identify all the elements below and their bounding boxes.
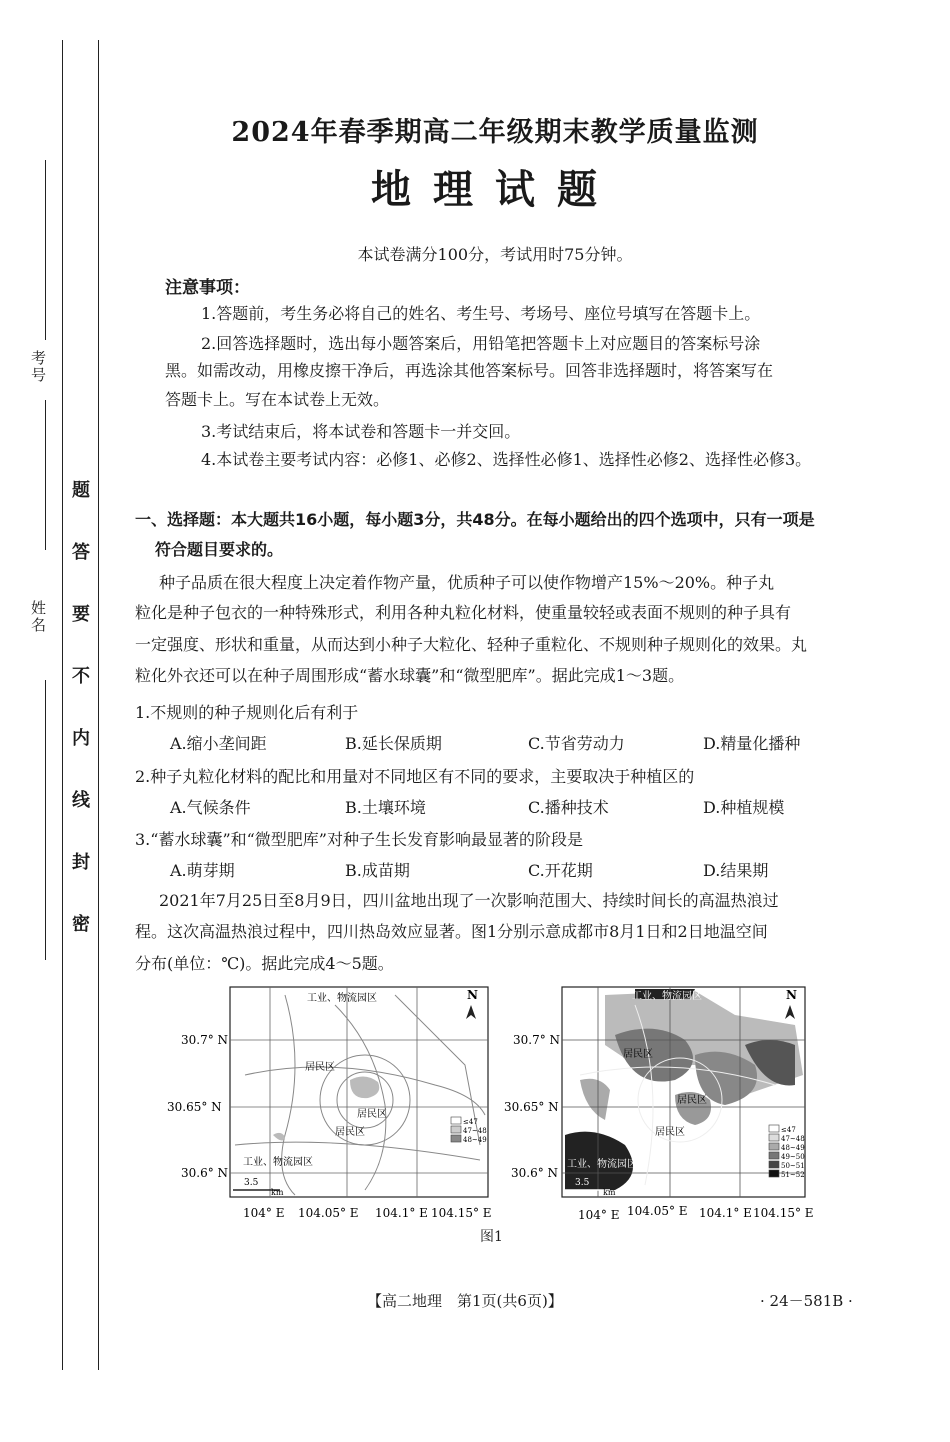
map-2-scale-unit: km bbox=[603, 1188, 616, 1197]
exam-no-underline bbox=[45, 160, 46, 340]
subject-title: 地理试题 bbox=[371, 167, 619, 213]
map-2-lon-4: 104.15° E bbox=[753, 1206, 814, 1220]
seal-char: 线 bbox=[72, 790, 90, 811]
question-2-option-b: B.土壤环境 bbox=[345, 798, 426, 817]
question-2-stem: 2.种子丸粒化材料的配比和用量对不同地区有不同的要求，主要取决于种植区的 bbox=[135, 767, 695, 786]
exam-no-underline-2 bbox=[45, 400, 46, 550]
map-1-label-industrial-top: 工业、物流园区 bbox=[307, 993, 377, 1004]
map-2-label-industrial-top: 工业、物流园区 bbox=[632, 991, 702, 1002]
passage1-line3: 一定强度、形状和重量，从而达到小种子大粒化、轻种子重粒化、不规则种子规则化的效果。丸 bbox=[135, 635, 808, 654]
question-3-stem: 3.“蓄水球囊”和“微型肥库”对种子生长发育影响最显著的阶段是 bbox=[135, 830, 583, 849]
map-1-scale-unit: km bbox=[271, 1188, 284, 1197]
question-1-option-a: A.缩小垄间距 bbox=[170, 734, 267, 753]
notice-item-2b: 黑。如需改动，用橡皮擦干净后，再选涂其他答案标号。回答非选择题时，将答案写在 bbox=[165, 361, 774, 380]
passage2-line1: 2021年7月25日至8月9日，四川盆地出现了一次影响范围大、持续时间长的高温热浪过 bbox=[159, 891, 779, 910]
name-underline bbox=[45, 680, 46, 960]
map-1-lon-2: 104.05° E bbox=[298, 1206, 359, 1220]
map-1-label-residential-1: 居民区 bbox=[305, 1062, 335, 1073]
map-1-legend-2: 47~48 bbox=[463, 1127, 487, 1135]
passage2-line3: 分布(单位：℃)。据此完成4～5题。 bbox=[135, 954, 394, 973]
map-2-label-residential-3: 居民区 bbox=[655, 1127, 685, 1138]
margin-line-outer bbox=[62, 40, 63, 1370]
binding-margin bbox=[0, 0, 110, 1442]
map-1-lon-3: 104.1° E bbox=[375, 1206, 428, 1220]
notice-item-3: 3.考试结束后，将本试卷和答题卡一并交回。 bbox=[201, 422, 521, 441]
map-2-scale-value: 3.5 bbox=[575, 1178, 590, 1188]
map-2-lon-3: 104.1° E bbox=[699, 1206, 752, 1220]
map-2-label-industrial-bottom: 工业、物流园区 bbox=[567, 1159, 637, 1170]
map-1-lat-1: 30.7° N bbox=[181, 1033, 229, 1047]
map-1-label-industrial-bottom: 工业、物流园区 bbox=[243, 1157, 313, 1168]
notice-item-4: 4.本试卷主要考试内容：必修1、必修2、选择性必修1、选择性必修2、选择性必修3。 bbox=[201, 450, 812, 469]
map-1-lon-1: 104° E bbox=[243, 1206, 285, 1220]
question-2-option-a: A.气候条件 bbox=[170, 798, 251, 817]
exam-intro: 本试卷满分100分，考试用时75分钟。 bbox=[357, 245, 633, 264]
map-2-lat-1: 30.7° N bbox=[513, 1033, 561, 1047]
question-3-option-c: C.开花期 bbox=[528, 861, 593, 880]
seal-char: 要 bbox=[72, 604, 90, 625]
seal-char: 不 bbox=[72, 666, 90, 687]
map-2-legend-5: 50~51 bbox=[781, 1162, 805, 1170]
map-2-north: N bbox=[786, 988, 797, 1002]
map-2 bbox=[504, 987, 814, 1222]
map-2-lon-2: 104.05° E bbox=[627, 1204, 688, 1218]
name-label: 姓名 bbox=[29, 600, 47, 634]
footer-page-info: 【高二地理 第1页(共6页)】 bbox=[367, 1292, 563, 1310]
seal-char: 题 bbox=[72, 480, 90, 501]
passage1-line1: 种子品质在很大程度上决定着作物产量，优质种子可以使作物增产15%～20%。种子丸 bbox=[159, 573, 775, 592]
map-2-lon-1: 104° E bbox=[578, 1208, 620, 1222]
notice-item-2a: 2.回答选择题时，选出每小题答案后，用铅笔把答题卡上对应题目的答案标号涂 bbox=[201, 334, 761, 353]
map-2-legend-4: 49~50 bbox=[781, 1153, 805, 1161]
question-1-stem: 1.不规则的种子规则化后有利于 bbox=[135, 703, 359, 722]
question-1-option-d: D.精量化播种 bbox=[703, 734, 801, 753]
map-2-label-residential-1: 居民区 bbox=[623, 1049, 653, 1060]
map-2-legend-2: 47~48 bbox=[781, 1135, 805, 1143]
question-1-option-b: B.延长保质期 bbox=[345, 734, 442, 753]
map-2-legend-3: 48~49 bbox=[781, 1144, 805, 1152]
map-1-scale-value: 3.5 bbox=[244, 1178, 259, 1188]
map-1-north: N bbox=[467, 988, 478, 1002]
exam-no-label: 考号 bbox=[29, 350, 47, 384]
question-2-option-d: D.种植规模 bbox=[703, 798, 785, 817]
map-1-legend-3: 48~49 bbox=[463, 1136, 487, 1144]
map-2-legend-6: 51~52 bbox=[781, 1171, 805, 1179]
question-2-option-c: C.播种技术 bbox=[528, 798, 609, 817]
seal-char: 封 bbox=[72, 852, 90, 873]
seal-char: 答 bbox=[72, 542, 90, 563]
seal-text bbox=[68, 460, 94, 956]
footer-code: · 24－581B · bbox=[760, 1292, 853, 1310]
question-1-option-c: C.节省劳动力 bbox=[528, 734, 625, 753]
map-2-label-residential-2: 居民区 bbox=[677, 1095, 707, 1106]
notice-item-2c: 答题卡上。写在本试卷上无效。 bbox=[165, 390, 390, 409]
map-1-lat-2: 30.65° N bbox=[167, 1100, 222, 1114]
margin-line-inner bbox=[98, 40, 99, 1370]
passage1-line4: 粒化外衣还可以在种子周围形成“蓄水球囊”和“微型肥库”。据此完成1～3题。 bbox=[135, 666, 685, 685]
seal-char: 密 bbox=[72, 914, 90, 935]
passage2-line2: 程。这次高温热浪过程中，四川热岛效应显著。图1分别示意成都市8月1日和2日地温空间 bbox=[135, 922, 768, 941]
map-1-lat-3: 30.6° N bbox=[181, 1166, 229, 1180]
question-3-option-a: A.萌芽期 bbox=[170, 861, 235, 880]
section-heading-line1: 一、选择题：本大题共16小题，每小题3分，共48分。在每小题给出的四个选项中，只有一项是 bbox=[135, 510, 815, 529]
map-1-label-residential-3: 居民区 bbox=[335, 1127, 365, 1138]
seal-char: 内 bbox=[72, 728, 90, 749]
map-2-lat-3: 30.6° N bbox=[511, 1166, 559, 1180]
notice-heading: 注意事项： bbox=[165, 278, 250, 298]
map-1-label-residential-2: 居民区 bbox=[357, 1109, 387, 1120]
map-1-legend-1: ≤47 bbox=[463, 1118, 478, 1126]
question-3-option-b: B.成苗期 bbox=[345, 861, 410, 880]
section-heading bbox=[135, 505, 855, 565]
question-3-option-d: D.结果期 bbox=[703, 861, 769, 880]
figure-1-maps bbox=[135, 985, 855, 1245]
figure-caption: 图1 bbox=[480, 1229, 503, 1245]
map-1 bbox=[167, 987, 492, 1220]
map-1-lon-4: 104.15° E bbox=[431, 1206, 492, 1220]
notice-item-1: 1.答题前，考生务必将自己的姓名、考生号、考场号、座位号填写在答题卡上。 bbox=[201, 304, 761, 323]
map-2-lat-2: 30.65° N bbox=[504, 1100, 559, 1114]
passage1-line2: 粒化是种子包衣的一种特殊形式，利用各种丸粒化材料，使重量较轻或表面不规则的种子具有 bbox=[135, 603, 792, 622]
exam-title: 2024年春季期高二年级期末教学质量监测 bbox=[231, 117, 759, 148]
section-heading-line2: 符合题目要求的。 bbox=[155, 540, 284, 559]
map-2-legend-1: ≤47 bbox=[781, 1126, 796, 1134]
